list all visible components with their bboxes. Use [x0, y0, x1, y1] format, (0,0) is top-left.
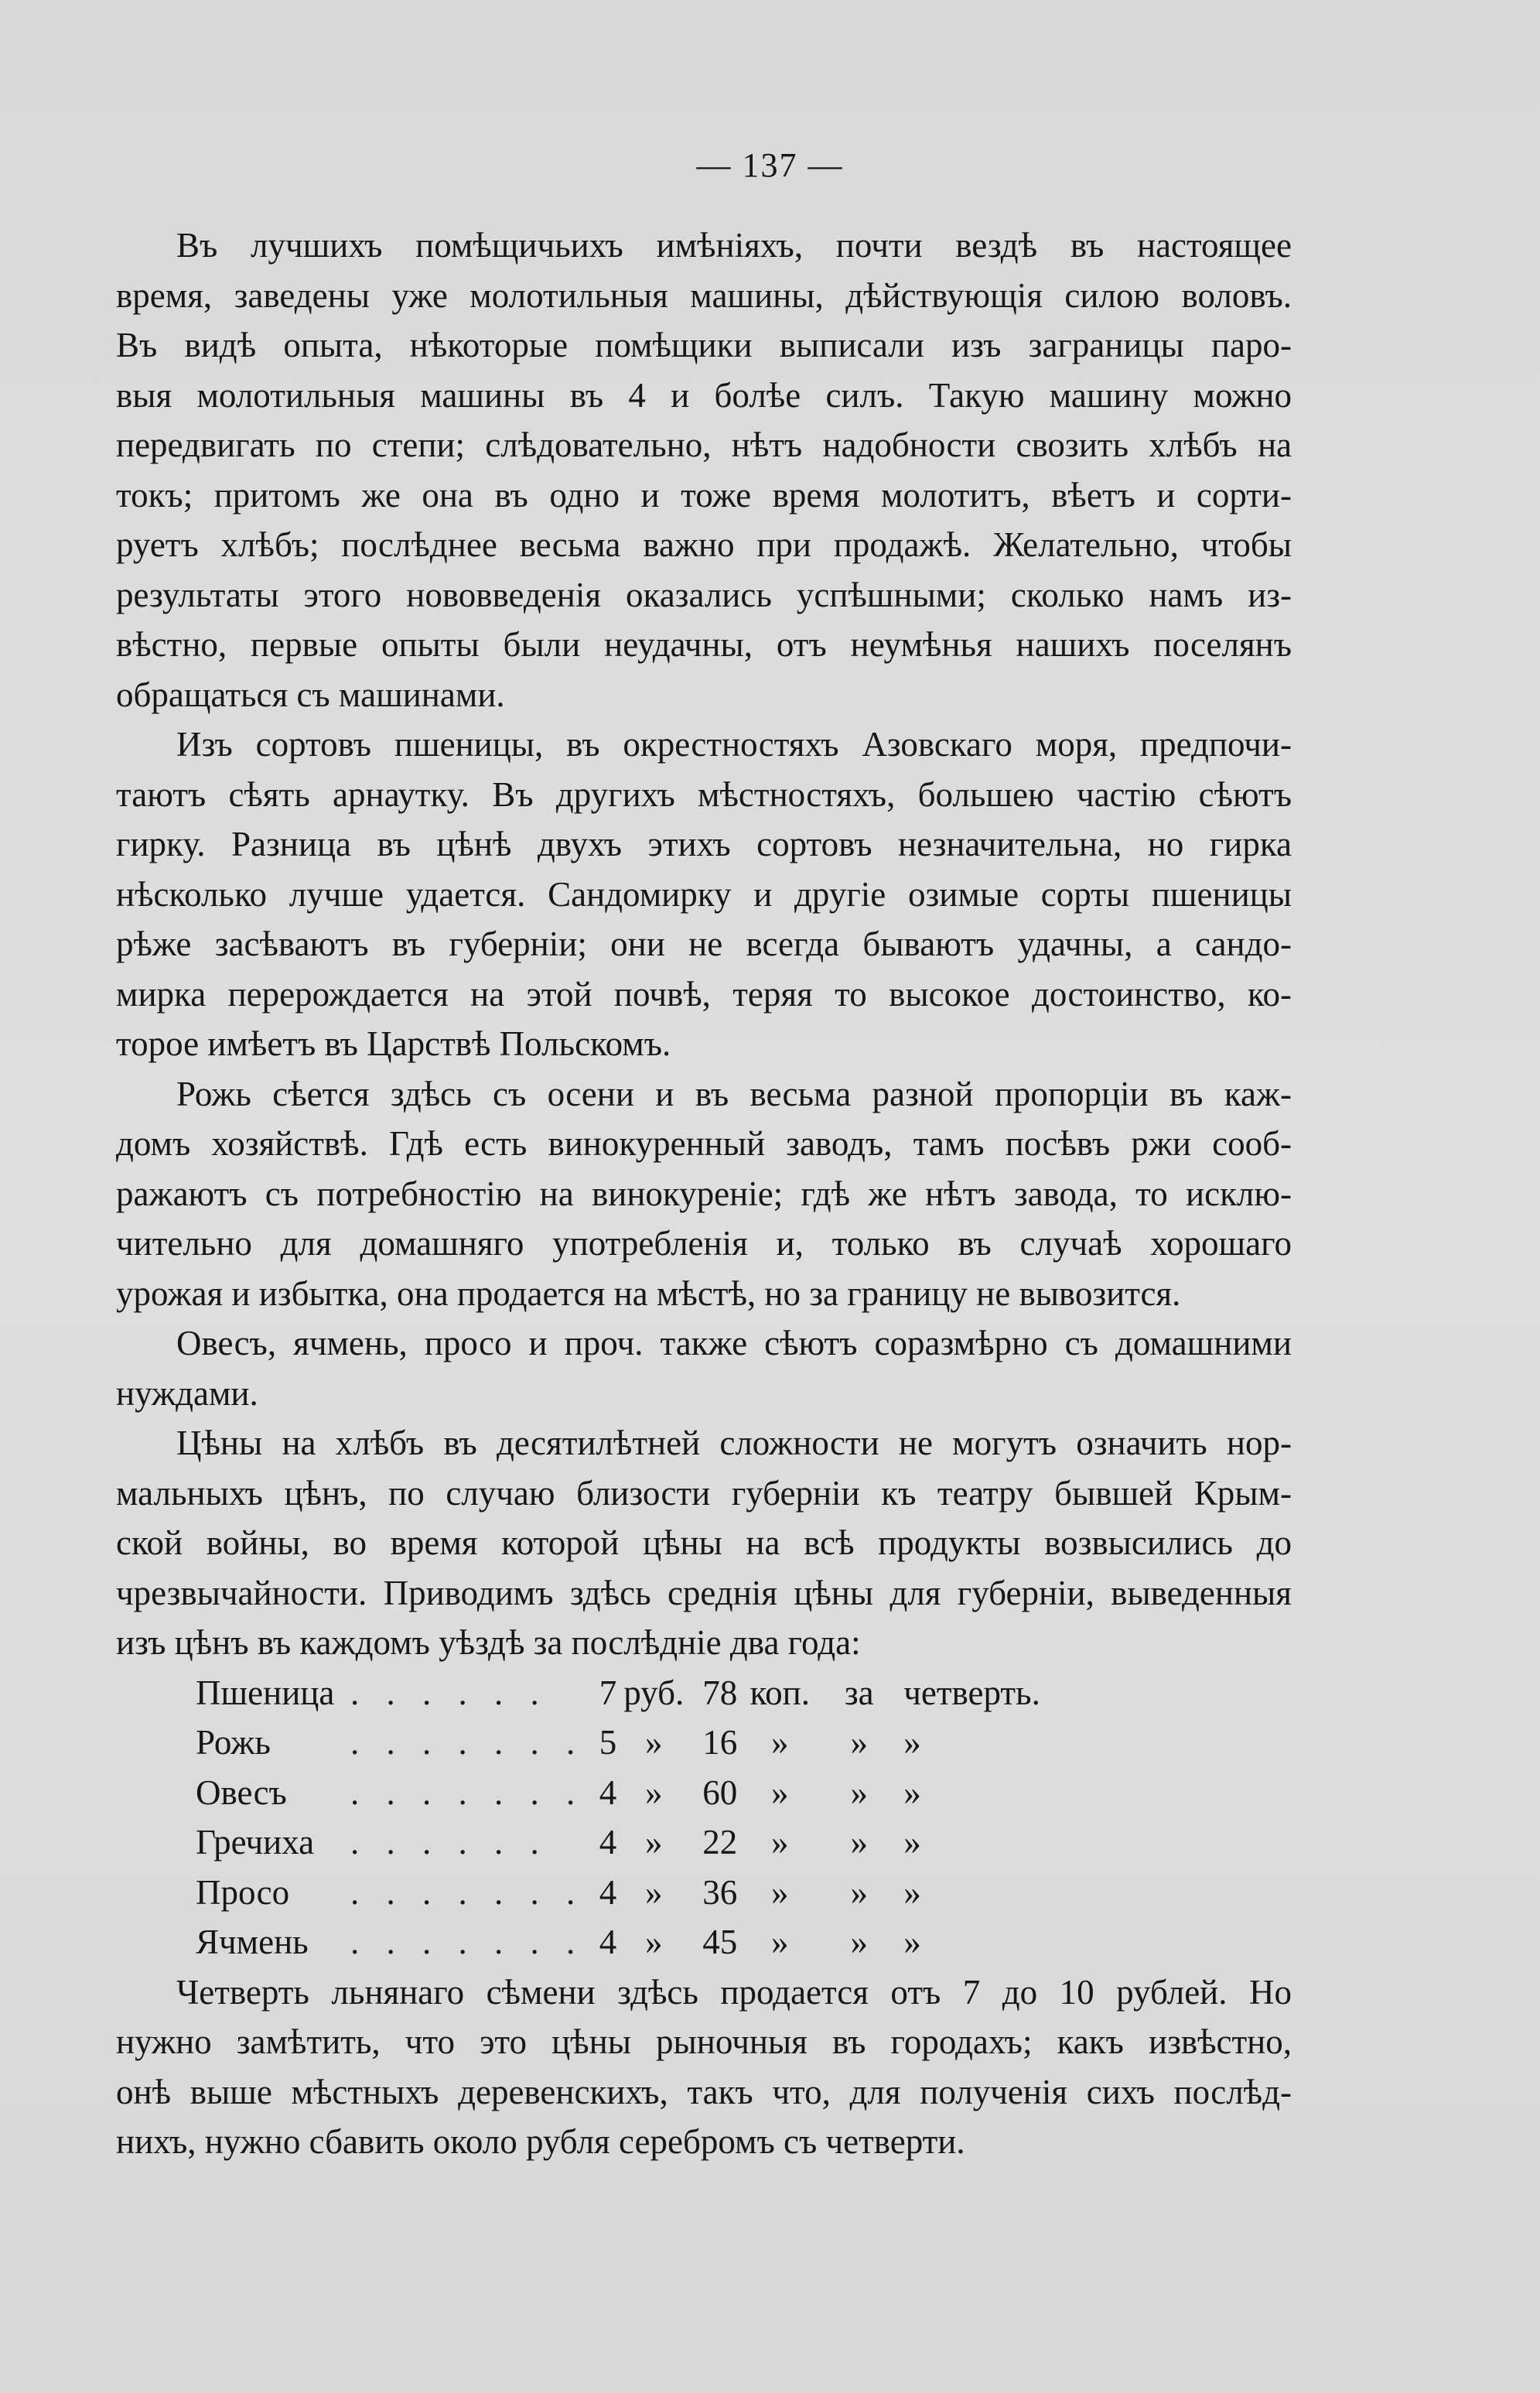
- text-line: руетъ хлѣбъ; послѣднее весьма важно при продажѣ. Желательно, чтобы: [116, 525, 1292, 564]
- text-line: торое имѣетъ въ Царствѣ Польскомъ.: [116, 1024, 671, 1063]
- text-line: Въ лучшихъ помѣщичьихъ имѣніяхъ, почти вездѣ въ настоящее: [176, 226, 1292, 265]
- text-line: Въ видѣ опыта, нѣкоторые помѣщики выписали изъ заграницы паро-: [116, 326, 1292, 364]
- text-line: нѣсколько лучше удается. Сандомирку и другіе озимые сорты пшеницы: [116, 874, 1292, 914]
- kopecks-value: 22: [702, 1823, 738, 1861]
- rubles-unit: »: [645, 1723, 663, 1762]
- leader-dots: . . . . . . .: [350, 1773, 585, 1812]
- text-line: время, заведены уже молотильныя машины, дѣйствующія силою воловъ.: [116, 275, 1292, 315]
- text-line: нихъ, нужно сбавить около рубля серебромъ съ четверти.: [116, 2122, 965, 2161]
- text-line: нужно замѣтить, что это цѣны рыночныя въ городахъ; какъ извѣстно,: [116, 2022, 1292, 2061]
- text-line: нуждами.: [116, 1373, 258, 1413]
- leader-dots: . . . . . . .: [350, 1923, 585, 1961]
- kopecks-unit: »: [771, 1823, 789, 1861]
- kopecks-unit: »: [771, 1923, 789, 1961]
- grain-name: Рожь: [196, 1723, 271, 1762]
- table-row: [196, 1868, 1040, 1918]
- measure-unit: »: [903, 1773, 921, 1812]
- text-line: чительно для домашняго употребленія и, только въ случаѣ хорошаго: [116, 1224, 1292, 1263]
- text-line: мальныхъ цѣнъ, по случаю близости губерніи къ театру бывшей Крым-: [116, 1473, 1292, 1513]
- text-line: токъ; притомъ же она въ одно и тоже время молотитъ, вѣетъ и сорти-: [116, 475, 1292, 514]
- rubles-value: 5: [599, 1723, 617, 1762]
- text-line: чрезвычайности. Приводимъ здѣсь среднія цѣны для губерніи, выведенныя: [116, 1573, 1292, 1612]
- kopecks-value: 36: [702, 1872, 738, 1912]
- text-line: домъ хозяйствѣ. Гдѣ есть винокуренный заводъ, тамъ посѣвъ ржи сооб-: [116, 1124, 1292, 1163]
- per-word: »: [850, 1723, 868, 1762]
- measure-unit: четверть.: [903, 1673, 1040, 1712]
- text-line: Изъ сортовъ пшеницы, въ окрестностяхъ Азовскаго моря, предпочи-: [176, 725, 1292, 764]
- measure-unit: »: [903, 1823, 921, 1861]
- paragraph-threshing-machines: [116, 220, 1292, 720]
- kopecks-unit: коп.: [750, 1673, 810, 1712]
- text-line: выя молотильныя машины въ 4 и болѣе силъ. Такую машину можно: [116, 375, 1292, 415]
- text-line: Цѣны на хлѣбъ въ десятилѣтней сложности не могутъ означить нор-: [176, 1424, 1292, 1462]
- text-line: результаты этого нововведенія оказались успѣшными; сколько намъ из-: [116, 575, 1292, 614]
- measure-unit: »: [903, 1923, 921, 1961]
- per-word: за: [844, 1673, 874, 1712]
- paragraph-wheat-varieties: [116, 720, 1292, 1069]
- per-word: »: [850, 1823, 868, 1861]
- rubles-value: 4: [599, 1923, 617, 1961]
- per-word: »: [850, 1773, 868, 1812]
- table-row: [196, 1668, 1040, 1718]
- grain-price-table: [196, 1668, 1040, 1967]
- kopecks-unit: »: [771, 1872, 789, 1912]
- measure-unit: »: [903, 1723, 921, 1762]
- table-row: [196, 1817, 1040, 1868]
- rubles-value: 4: [599, 1872, 617, 1912]
- kopecks-value: 60: [702, 1773, 738, 1812]
- text-line: передвигать по степи; слѣдовательно, нѣтъ надобности свозить хлѣбъ на: [116, 426, 1292, 464]
- text-line: Четверть льнянаго сѣмени здѣсь продается отъ 7 до 10 рублей. Но: [176, 1972, 1292, 2012]
- rubles-unit: »: [645, 1773, 663, 1812]
- kopecks-value: 45: [702, 1923, 738, 1961]
- per-word: »: [850, 1923, 868, 1961]
- body-text: [116, 220, 1292, 2167]
- grain-name: Пшеница: [196, 1673, 335, 1712]
- grain-name: Ячмень: [196, 1923, 309, 1961]
- leader-dots: . . . . . .: [350, 1673, 548, 1712]
- paragraph-oats-barley: [116, 1318, 1292, 1418]
- rubles-unit: »: [645, 1872, 663, 1912]
- rubles-value: 7: [599, 1673, 617, 1712]
- text-line: ской войны, во время которой цѣны на всѣ продукты возвысились до: [116, 1523, 1292, 1562]
- text-line: онѣ выше мѣстныхъ деревенскихъ, такъ что, для полученія сихъ послѣд-: [116, 2072, 1292, 2111]
- text-line: Овесъ, ячмень, просо и проч. также сѣютъ соразмѣрно съ домашними: [176, 1324, 1292, 1362]
- rubles-unit: »: [645, 1823, 663, 1861]
- rubles-value: 4: [599, 1773, 617, 1812]
- text-line: вѣстно, первые опыты были неудачны, отъ неумѣнья нашихъ поселянъ: [116, 625, 1292, 664]
- text-line: изъ цѣнъ въ каждомъ уѣздѣ за послѣдніе два года:: [116, 1623, 861, 1662]
- table-row: [196, 1718, 1040, 1768]
- text-line: таютъ сѣять арнаутку. Въ другихъ мѣстностяхъ, большею частію сѣютъ: [116, 774, 1292, 814]
- measure-unit: »: [903, 1872, 921, 1912]
- leader-dots: . . . . . . .: [350, 1872, 585, 1912]
- rubles-value: 4: [599, 1823, 617, 1861]
- kopecks-unit: »: [771, 1723, 789, 1762]
- text-line: гирку. Разница въ цѣнѣ двухъ этихъ сортовъ незначительна, но гирка: [116, 825, 1292, 863]
- paragraph-rye: [116, 1069, 1292, 1319]
- paragraph-flaxseed: [116, 1967, 1292, 2167]
- text-line: мирка перерождается на этой почвѣ, теряя то высокое достоинство, ко-: [116, 974, 1292, 1014]
- text-line: Рожь сѣется здѣсь съ осени и въ весьма разной пропорціи въ каж-: [176, 1074, 1292, 1113]
- table-row: [196, 1768, 1040, 1818]
- kopecks-unit: »: [771, 1773, 789, 1812]
- page-number: — 137 —: [696, 146, 844, 184]
- text-line: ражаютъ съ потребностію на винокуреніе; гдѣ же нѣтъ завода, то исклю-: [116, 1174, 1292, 1213]
- rubles-unit: руб.: [623, 1673, 685, 1712]
- text-line: урожая и избытка, она продается на мѣстѣ, но за границу не вывозится.: [116, 1273, 1181, 1313]
- leader-dots: . . . . . .: [350, 1823, 548, 1861]
- grain-name: Просо: [196, 1872, 290, 1912]
- text-line: обращаться съ машинами.: [116, 675, 505, 714]
- text-line: рѣже засѣваютъ въ губерніи; они не всегда бываютъ удачны, а сандо-: [116, 925, 1292, 963]
- rubles-unit: »: [645, 1923, 663, 1961]
- paragraph-grain-prices: [116, 1418, 1292, 1668]
- leader-dots: . . . . . . .: [350, 1723, 585, 1762]
- kopecks-value: 16: [702, 1723, 738, 1762]
- grain-name: Овесъ: [196, 1773, 287, 1812]
- grain-name: Гречиха: [196, 1823, 315, 1861]
- kopecks-value: 78: [702, 1673, 738, 1712]
- table-row: [196, 1917, 1040, 1967]
- per-word: »: [850, 1872, 868, 1912]
